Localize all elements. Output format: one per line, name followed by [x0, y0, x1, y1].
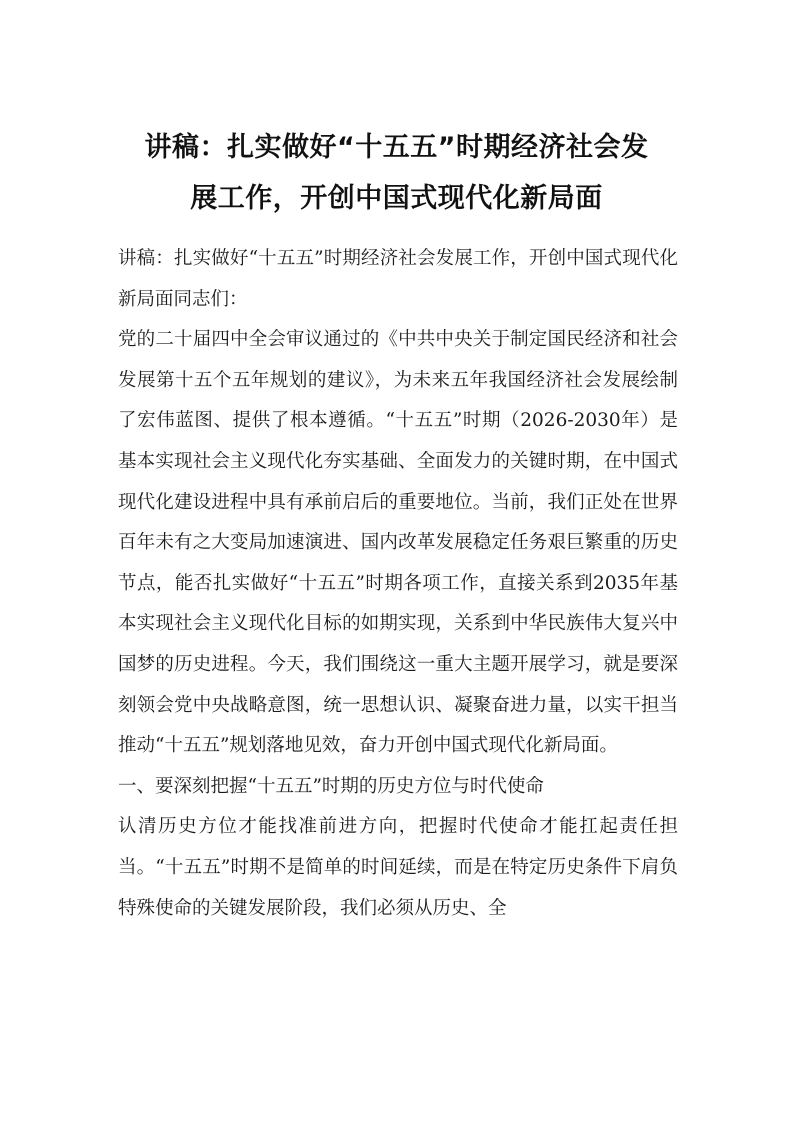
title-line-2: 展工作，开创中国式现代化新局面 — [190, 183, 603, 214]
section-heading: 一、要深刻把握“十五五”时期的历史方位与时代使命 — [118, 775, 544, 797]
section-paragraph: 认清历史方位才能找准前进方向，把握时代使命才能扛起责任担当。“十五五”时期不是简单的时间延续，而是在特定历史条件下肩负特殊使命的关键发展阶段，我们必须从历史、全 — [118, 816, 678, 919]
title-line-1: 讲稿：扎实做好“十五五”时期经济社会发 — [144, 132, 649, 163]
introduction-paragraph: 党的二十届四中全会审议通过的《中共中央关于制定国民经济和社会发展第十五个五年规划的建议》，为未来五年我国经济社会发展绘制了宏伟蓝图、提供了根本遵循。“十五五”时期（2026-2030年）是基本实现社会主义现代化夯实基础、全面发力的关键时期，在中国式现代化建设进程中具有承前启后的重要地位。当前，我们正处在世界百年未有之大变局加速演进、国内改革发展稳定任务艰巨繁重的历史节点，能否扎实做好“十五五”时期各项工作，直接关系到2035年基本实现社会主义现代化目标的如期实现，关系到中华民族伟大复兴中国梦的历史进程。今天，我们围绕这一重大主题开展学习，就是要深刻领会党中央战略意图，统一思想认识、凝聚奋进力量，以实干担当推动“十五五”规划落地见效，奋力开创中国式现代化新局面。 — [118, 329, 678, 757]
document-body — [118, 239, 678, 929]
opening-paragraph: 讲稿：扎实做好“十五五”时期经济社会发展工作，开创中国式现代化新局面同志们： — [118, 248, 678, 310]
document-title — [100, 122, 693, 224]
